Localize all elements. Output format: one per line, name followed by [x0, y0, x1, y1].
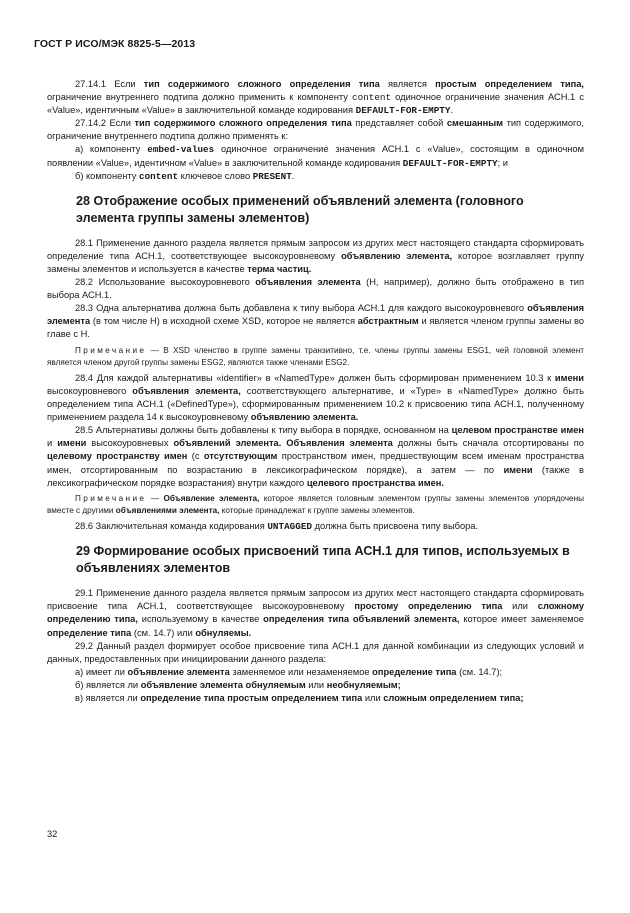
para-28-4: 28.4 Для каждой альтернативы «identifier» в «NamedType» должен быть сформирован применением 10.3 к имени высокоуровневого объявления элемента, соответствующего альтернативе, и «Type» в «NamedType» должно быть определением типа АСН.1 («DefinedType»), сформированным применением 10.2 к присвоению типа АСН.1, полученному применением раздела 14 к высокоуровневому объявлению элемента. [47, 372, 585, 423]
section-29-heading: 29 Формирование особых присвоений типа АСН.1 для типов, используемых в объявлениях элементов [76, 544, 570, 576]
para-28-6: 28.6 Заключительная команда кодирования UNTAGGED должна быть присвоена типу выбора. [75, 521, 479, 533]
para-29-2-a: а) имеет ли объявление элемента заменяемое или незаменяемое определение типа (см. 14.7); [75, 666, 503, 677]
para-27-14-1: 27.14.1 Если тип содержимого сложного определения типа является простым определением типа, ограничение внутреннего подтипа должно применить к компоненту content одиночное ограничение значения АСН.1 с «Value», идентичным «Value» в заключительной команде кодирования DEFAULT-FOR-EMPTY. [47, 79, 584, 117]
page-number: 32 [47, 829, 58, 839]
para-28-2: 28.2 Использование высокоуровневого объявления элемента (Н, например), должно быть отображено в тип выбора АСН.1. [47, 277, 584, 301]
para-28-3: 28.3 Одна альтернатива должна быть добавлена к типу выбора АСН.1 для каждого высокоуровневого объявления элемента (в том числе Н) в исходной схеме XSD, которое не является абстрактным и является членом группы замены во главе с Н. [47, 303, 584, 340]
para-28-5: 28.5 Альтернативы должны быть добавлены к типу выбора в порядке, основанном на целевом пространстве имен и имени высокоуровневых объявлений элемента. Объявления элемента должны быть сначала отсортированы по целевому пространству имен (с отсутствующим пространством имен, предшествующим всем именам пространства имен, отсортированным по возрастанию в лексикографическом порядке), а затем — по имени (также в лексикографическом порядке возрастания) внутри каждого целевого пространства имен. [47, 425, 585, 488]
para-27-14-2-b: б) компоненту content ключевое слово PRESENT. [75, 170, 295, 182]
para-29-2: 29.2 Данный раздел формирует особое присвоение типа АСН.1 для данной комбинации из следующих условий и данных, предоставленных при инициировании данного раздела: [47, 640, 584, 664]
page-body [47, 78, 584, 705]
para-28-1: 28.1 Применение данного раздела является прямым запросом из других мест настоящего стандарта сформировать определение типа АСН.1, соответствующее высокоуровневому объявлению элемента, которое возглавляет группу замены элементов и используется в качестве терма частиц. [47, 237, 584, 274]
para-27-14-2-a: а) компоненту embed-values одиночное ограничение значения АСН.1 с «Value», состоящим в одиночном появлении «Value», идентичном «Value» в заключительной команде кодирования DEFAULT-FOR-EMPTY; и [47, 144, 584, 169]
para-27-14-2: 27.14.2 Если тип содержимого сложного определения типа представляет собой смешанным тип содержимого, ограничение внутреннего подтипа должно применять к: [47, 118, 584, 142]
running-header: ГОСТ Р ИСО/МЭК 8825-5—2013 [34, 38, 196, 50]
para-29-1: 29.1 Применение данного раздела является прямым запросом из других мест настоящего стандарта сформировать присвоение типа АСН.1, соответствующее высокоуровневому простому определению типа или сложному определению типа, используемому в качестве определения типа объявлений элемента, которое имеет заменяемое определение типа (см. 14.7) или обнуляемы. [47, 588, 584, 638]
note-28-5: Примечание — Объявление элемента, которое является головным элементом группы замены элементов упорядочены вместе с другими объявлениями элемента, которые принадлежат к группе замены элементов. [47, 493, 584, 515]
para-29-2-b: б) является ли объявление элемента обнуляемым или необнуляемым; [75, 679, 401, 690]
note-28-3: Примечание — В XSD членство в группе замены транзитивно, т.е. члены группы замены ESG1, чей головной элемент является членом другой группы замены ESG2, являются также членами ESG2. [47, 345, 584, 367]
para-29-2-c: в) является ли определение типа простым определением типа или сложным определением типа; [75, 693, 524, 703]
section-28-heading: 28 Отображение особых применений объявлений элемента (головного элемента группы замены элементов) [76, 193, 524, 225]
